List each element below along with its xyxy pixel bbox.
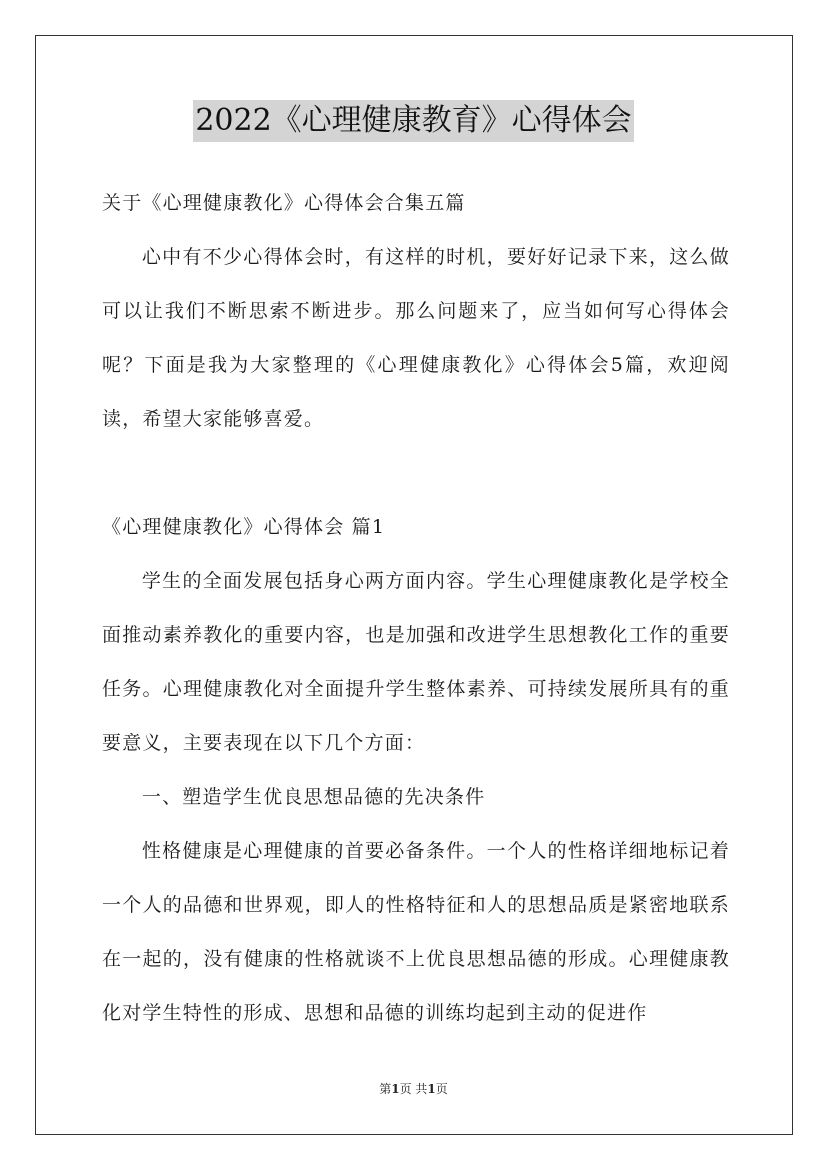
- footer-page-number: 1: [391, 1082, 400, 1096]
- title-container: [0, 100, 827, 142]
- body-paragraph-1: 学生的全面发展包括身心两方面内容。学生心理健康教化是学校全面推动素养教化的重要内容，也是加强和改进学生思想教化工作的重要任务。心理健康教化对全面提升学生整体素养、可持续发展所具有的重要意义，主要表现在以下几个方面：: [102, 570, 730, 754]
- document-body: [102, 176, 730, 1040]
- point-heading: 一、塑造学生优良思想品德的先决条件: [141, 786, 486, 808]
- section-spacer: [102, 446, 730, 500]
- page-footer: [0, 1080, 827, 1097]
- document-subtitle: 关于《心理健康教化》心得体会合集五篇: [102, 192, 466, 214]
- footer-suffix: 页: [435, 1082, 448, 1096]
- body-paragraph-2: 性格健康是心理健康的首要必备条件。一个人的性格详细地标记着一个人的品德和世界观，即人的性格特征和人的思想品质是紧密地联系在一起的，没有健康的性格就谈不上优良思想品德的形成。心理健康教化对学生特性的形成、思想和品德的训练均起到主动的促进作: [102, 840, 730, 1024]
- footer-page-total: 1: [427, 1082, 436, 1096]
- intro-paragraph: 心中有不少心得体会时，有这样的时机，要好好记录下来，这么做可以让我们不断思索不断进步。那么问题来了，应当如何写心得体会呢？下面是我为大家整理的《心理健康教化》心得体会5篇，欢迎阅读，希望大家能够喜爱。: [102, 246, 730, 430]
- document-title: 2022《心理健康教育》心得体会: [193, 100, 633, 142]
- footer-mid: 页 共: [399, 1082, 428, 1096]
- section-heading: 《心理健康教化》心得体会 篇1: [102, 516, 386, 538]
- footer-prefix: 第: [379, 1082, 392, 1096]
